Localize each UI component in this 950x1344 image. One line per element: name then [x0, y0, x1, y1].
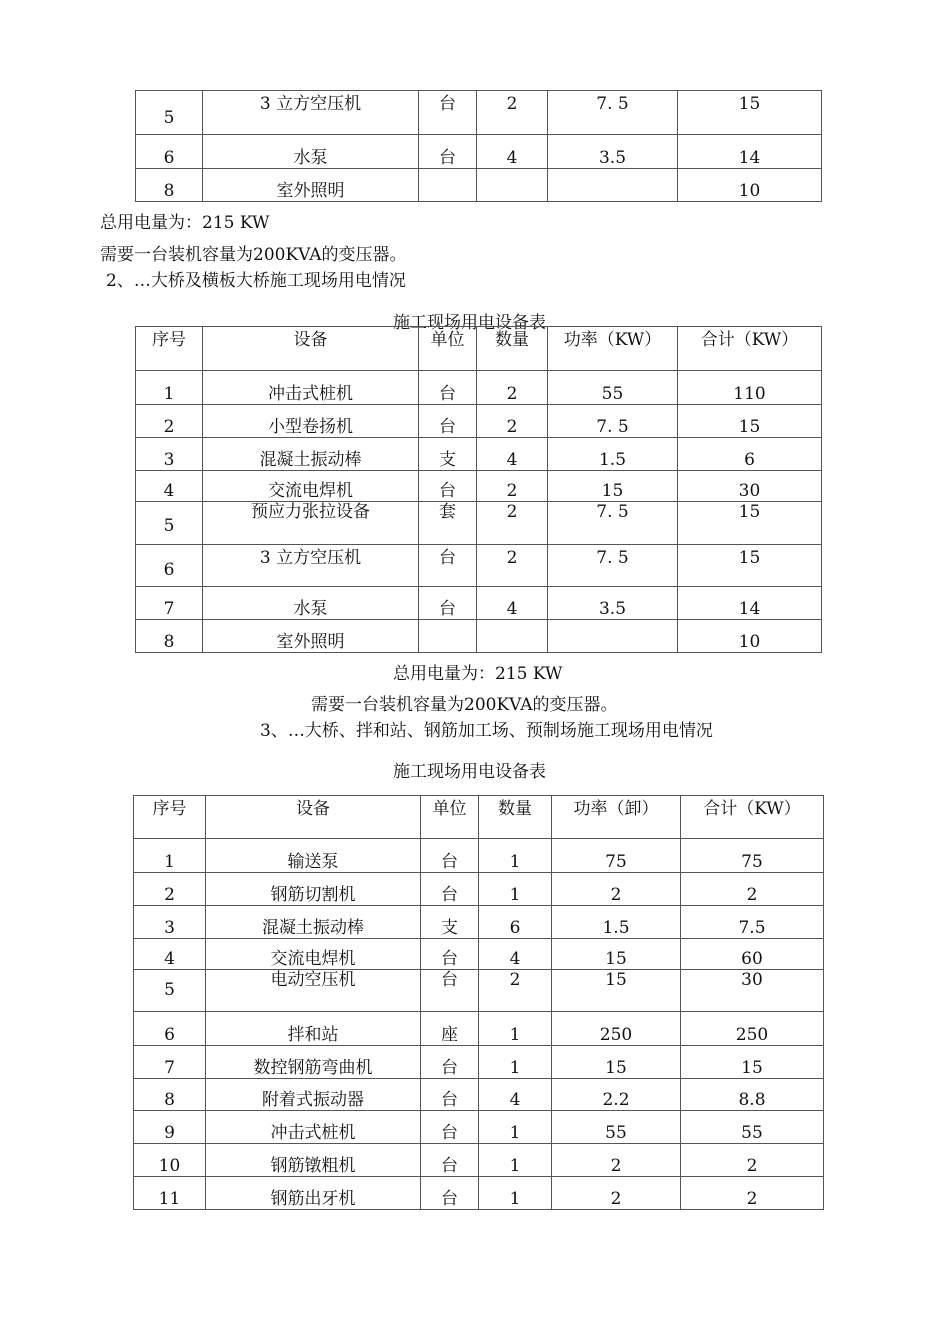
header-power: 功率（KW） — [548, 327, 678, 371]
cell-no: 4 — [136, 471, 203, 502]
cell-total: 14 — [678, 587, 822, 620]
cell-qty: 2 — [477, 405, 548, 438]
cell-power: 250 — [552, 1012, 681, 1046]
cell-no: 11 — [134, 1177, 206, 1210]
header-no: 序号 — [136, 327, 203, 371]
cell-unit: 台 — [421, 939, 479, 970]
cell-unit: 台 — [421, 1111, 479, 1144]
cell-power: 55 — [552, 1111, 681, 1144]
header-power: 功率（卸） — [552, 796, 681, 839]
cell-unit — [419, 169, 477, 202]
cell-unit: 台 — [421, 1144, 479, 1177]
cell-qty — [477, 620, 548, 653]
cell-equipment: 冲击式桩机 — [203, 371, 419, 405]
cell-no: 7 — [134, 1046, 206, 1079]
cell-power: 75 — [552, 839, 681, 873]
table-row — [134, 970, 824, 1012]
cell-no: 2 — [136, 405, 203, 438]
table-row — [136, 587, 822, 620]
cell-no: 1 — [136, 371, 203, 405]
cell-qty: 4 — [479, 1079, 552, 1111]
cell-total: 8.8 — [681, 1079, 824, 1111]
table-row — [136, 438, 822, 471]
cell-qty: 6 — [479, 906, 552, 939]
cell-total: 110 — [678, 371, 822, 405]
section-heading: 2、…大桥及横板大桥施工现场用电情况 — [106, 271, 406, 291]
cell-equipment: 交流电焊机 — [203, 471, 419, 502]
cell-no: 3 — [136, 438, 203, 471]
cell-total: 60 — [681, 939, 824, 970]
cell-equipment: 冲击式桩机 — [206, 1111, 421, 1144]
cell-unit: 台 — [419, 91, 477, 135]
cell-unit — [419, 620, 477, 653]
cell-equipment: 拌和站 — [206, 1012, 421, 1046]
cell-qty: 1 — [479, 1111, 552, 1144]
cell-no: 8 — [136, 620, 203, 653]
header-qty: 数量 — [479, 796, 552, 839]
cell-qty: 1 — [479, 839, 552, 873]
cell-equipment: 钢筋出牙机 — [206, 1177, 421, 1210]
cell-unit: 台 — [421, 1177, 479, 1210]
table-row — [136, 135, 822, 169]
cell-unit: 台 — [421, 1046, 479, 1079]
cell-unit: 台 — [421, 839, 479, 873]
cell-equipment: 附着式振动器 — [206, 1079, 421, 1111]
table-row — [134, 1144, 824, 1177]
cell-equipment: 水泵 — [203, 587, 419, 620]
cell-unit: 台 — [419, 371, 477, 405]
table-row — [134, 939, 824, 970]
cell-equipment: 输送泵 — [206, 839, 421, 873]
cell-power: 1.5 — [552, 906, 681, 939]
equipment-table-2 — [135, 326, 822, 653]
cell-no: 8 — [136, 169, 203, 202]
cell-power: 3.5 — [548, 587, 678, 620]
table-title: 施工现场用电设备表 — [393, 313, 546, 333]
cell-equipment: 3 立方空压机 — [203, 545, 419, 587]
cell-power: 7. 5 — [548, 91, 678, 135]
cell-power — [548, 620, 678, 653]
cell-qty: 4 — [477, 135, 548, 169]
cell-unit: 台 — [421, 1079, 479, 1111]
header-unit: 单位 — [419, 327, 477, 371]
cell-total: 55 — [681, 1111, 824, 1144]
cell-no: 4 — [134, 939, 206, 970]
cell-equipment: 交流电焊机 — [206, 939, 421, 970]
cell-power: 7. 5 — [548, 405, 678, 438]
cell-total: 15 — [678, 502, 822, 545]
cell-equipment: 电动空压机 — [206, 970, 421, 1012]
cell-unit: 台 — [419, 587, 477, 620]
table-row — [134, 906, 824, 939]
cell-qty: 1 — [479, 1012, 552, 1046]
cell-total: 250 — [681, 1012, 824, 1046]
cell-power: 2 — [552, 873, 681, 906]
header-equipment: 设备 — [203, 327, 419, 371]
cell-power: 2 — [552, 1144, 681, 1177]
cell-power: 7. 5 — [548, 502, 678, 545]
cell-equipment: 数控钢筋弯曲机 — [206, 1046, 421, 1079]
cell-no: 9 — [134, 1111, 206, 1144]
cell-no: 10 — [134, 1144, 206, 1177]
cell-qty: 4 — [477, 587, 548, 620]
cell-qty: 2 — [477, 471, 548, 502]
cell-unit: 台 — [421, 970, 479, 1012]
table-row — [134, 1111, 824, 1144]
cell-no: 1 — [134, 839, 206, 873]
cell-qty: 2 — [477, 371, 548, 405]
equipment-table-1 — [135, 90, 822, 202]
cell-qty: 2 — [477, 91, 548, 135]
cell-total: 7.5 — [681, 906, 824, 939]
table-row — [134, 873, 824, 906]
cell-power: 2.2 — [552, 1079, 681, 1111]
cell-no: 5 — [136, 91, 203, 135]
cell-total: 2 — [681, 1144, 824, 1177]
cell-no: 6 — [134, 1012, 206, 1046]
table-title: 施工现场用电设备表 — [393, 762, 546, 782]
cell-equipment: 预应力张拉设备 — [203, 502, 419, 545]
cell-no: 3 — [134, 906, 206, 939]
cell-qty: 1 — [479, 1046, 552, 1079]
cell-unit: 座 — [421, 1012, 479, 1046]
cell-equipment: 水泵 — [203, 135, 419, 169]
cell-no: 5 — [134, 970, 206, 1012]
cell-qty: 1 — [479, 1144, 552, 1177]
total-usage-text: 总用电量为：215 KW — [393, 664, 563, 684]
cell-total: 30 — [678, 471, 822, 502]
table-row — [134, 839, 824, 873]
cell-power: 7. 5 — [548, 545, 678, 587]
cell-qty: 2 — [477, 545, 548, 587]
cell-no: 2 — [134, 873, 206, 906]
table-row — [136, 169, 822, 202]
cell-unit: 支 — [421, 906, 479, 939]
cell-no: 6 — [136, 545, 203, 587]
table-row — [136, 502, 822, 545]
cell-equipment: 钢筋切割机 — [206, 873, 421, 906]
cell-total: 15 — [678, 545, 822, 587]
cell-equipment: 混凝土振动棒 — [203, 438, 419, 471]
cell-qty: 1 — [479, 1177, 552, 1210]
cell-power: 15 — [552, 939, 681, 970]
cell-unit: 台 — [419, 545, 477, 587]
cell-unit: 台 — [421, 873, 479, 906]
cell-qty: 1 — [479, 873, 552, 906]
cell-no: 8 — [134, 1079, 206, 1111]
table-row — [136, 405, 822, 438]
cell-power: 15 — [552, 1046, 681, 1079]
cell-power: 55 — [548, 371, 678, 405]
cell-unit: 支 — [419, 438, 477, 471]
table-row — [134, 1046, 824, 1079]
header-total: 合计（KW） — [681, 796, 824, 839]
cell-no: 7 — [136, 587, 203, 620]
table-row — [134, 1012, 824, 1046]
cell-power: 1.5 — [548, 438, 678, 471]
cell-total: 6 — [678, 438, 822, 471]
cell-power: 2 — [552, 1177, 681, 1210]
table-row — [136, 371, 822, 405]
cell-qty: 4 — [477, 438, 548, 471]
cell-unit: 套 — [419, 502, 477, 545]
cell-total: 10 — [678, 169, 822, 202]
cell-equipment: 钢筋镦粗机 — [206, 1144, 421, 1177]
cell-equipment: 混凝土振动棒 — [206, 906, 421, 939]
transformer-text: 需要一台装机容量为200KVA的变压器。 — [100, 245, 407, 265]
table-row — [136, 545, 822, 587]
cell-total: 15 — [678, 91, 822, 135]
section-heading: 3、…大桥、拌和站、钢筋加工场、预制场施工现场用电情况 — [260, 721, 713, 741]
cell-total: 14 — [678, 135, 822, 169]
cell-power: 3.5 — [548, 135, 678, 169]
table-header-row — [134, 796, 824, 839]
cell-equipment: 小型卷扬机 — [203, 405, 419, 438]
cell-unit: 台 — [419, 135, 477, 169]
cell-power — [548, 169, 678, 202]
total-usage-text: 总用电量为：215 KW — [100, 213, 270, 233]
cell-qty — [477, 169, 548, 202]
cell-unit: 台 — [419, 405, 477, 438]
cell-power: 15 — [552, 970, 681, 1012]
table-row — [134, 1079, 824, 1111]
cell-total: 75 — [681, 839, 824, 873]
table-row — [134, 1177, 824, 1210]
cell-total: 2 — [681, 873, 824, 906]
table-row — [136, 91, 822, 135]
header-qty: 数量 — [477, 327, 548, 371]
header-no: 序号 — [134, 796, 206, 839]
cell-power: 15 — [548, 471, 678, 502]
cell-qty: 4 — [479, 939, 552, 970]
table-header-row — [136, 327, 822, 371]
header-total: 合计（KW） — [678, 327, 822, 371]
header-unit: 单位 — [421, 796, 479, 839]
cell-total: 15 — [678, 405, 822, 438]
cell-equipment: 3 立方空压机 — [203, 91, 419, 135]
cell-equipment: 室外照明 — [203, 169, 419, 202]
cell-qty: 2 — [477, 502, 548, 545]
equipment-table-3 — [133, 795, 824, 1210]
cell-no: 5 — [136, 502, 203, 545]
cell-equipment: 室外照明 — [203, 620, 419, 653]
cell-unit: 台 — [419, 471, 477, 502]
cell-total: 15 — [681, 1046, 824, 1079]
cell-total: 10 — [678, 620, 822, 653]
cell-total: 30 — [681, 970, 824, 1012]
table-row — [136, 620, 822, 653]
table-row — [136, 471, 822, 502]
header-equipment: 设备 — [206, 796, 421, 839]
cell-qty: 2 — [479, 970, 552, 1012]
cell-total: 2 — [681, 1177, 824, 1210]
transformer-text: 需要一台装机容量为200KVA的变压器。 — [311, 695, 618, 715]
cell-no: 6 — [136, 135, 203, 169]
